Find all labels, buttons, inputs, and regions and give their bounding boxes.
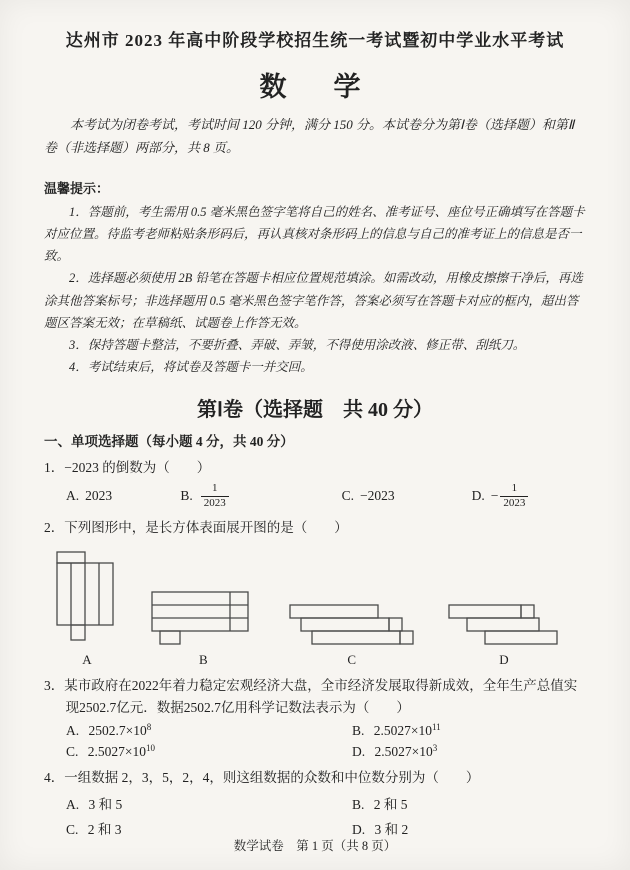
notice-item-2: 2．选择题必须使用 2B 铅笔在答题卡相应位置规范填涂。如需改动，用橡皮擦擦干净后，再选涂其他答案标号；非选择题用 0.5 毫米黑色签字笔作答，答案必须写在答题卡对应的框内，超出答题区答案无效；在草稿纸、试题卷上作答无效。 [44,271,583,330]
net-figure-d [448,604,560,668]
figure-label: D [499,651,509,667]
option-4a [66,793,352,813]
figure-label: B [198,651,208,667]
question-4-options [44,793,586,838]
option-value: 3 和 2 [374,822,409,838]
fraction [500,482,528,511]
option-value: 2 和 3 [87,822,122,838]
option-label: D. [352,822,366,838]
fraction-numerator: 1 [511,481,518,494]
option-1d [472,482,586,511]
option-label: A. [66,797,80,813]
question-2 [44,517,586,667]
notice-item-3: 3．保持答题卡整洁，不要折叠、弄破、弄皱，不得使用涂改液、修正带、刮纸刀。 [69,338,526,352]
notice-item-1: 1．答题前，考生需用 0.5 毫米黑色签字笔将自己的姓名、准考证号、座位号正确填写在答题卡对应位置。待监考老师粘贴条形码后，再认真核对条形码上的信息与自己的准考证上的信息是否一致。 [44,204,585,263]
question-2-stem: 2．下列图形中，是长方体表面展开图的是（ ） [44,520,348,536]
option-value: 2.5027×10 [374,744,433,760]
exam-title: 达州市 2023 年高中阶段学校招生统一考试暨初中学业水平考试 [65,31,565,50]
option-3a [66,723,352,739]
notice-section [44,178,586,379]
exponent: 3 [432,743,438,754]
minus-sign: − [490,488,499,504]
section-title: 第Ⅰ卷（选择题 共 40 分） [197,398,433,421]
fraction-denominator: 2023 [201,496,229,511]
cuboid-net-b-drawing [151,591,255,647]
option-1a [66,488,180,504]
question-1 [44,457,586,511]
option-1c [342,488,472,504]
option-value: 2502.7×10 [88,723,147,739]
subject-title: 数 学 [259,72,371,102]
figure-label: C [347,651,356,667]
notice-item-4: 4．考试结束后，将试卷及答题卡一并交回。 [69,360,313,375]
exam-intro: 本考试为闭卷考试，考试时间 120 分钟，满分 150 分。本试卷分为第Ⅰ卷（选择题）和第Ⅱ卷（非选择题）两部分，共 8 页。 [44,117,575,155]
question-3-options [44,723,586,760]
option-value: 2.5027×10 [87,744,147,760]
net-figure-c [289,604,415,668]
question-3 [44,675,586,761]
figure-label: A [82,651,92,667]
option-value: −2023 [359,488,395,504]
question-4-stem: 4．一组数据 2，3，5，2，4，则这组数据的众数和中位数分别为（ ） [44,770,480,786]
option-3b [352,723,586,739]
question-4 [44,767,586,838]
option-1b [180,482,341,511]
question-1-stem: 1．−2023 的倒数为（ ） [44,459,211,475]
fraction-denominator: 2023 [500,496,528,511]
question-2-figures [44,543,586,668]
option-label: B. [180,488,193,504]
question-3-stem: 3．某市政府在2022年着力稳定宏观经济大盘，全市经济发展取得新成效，全年生产总值实现2502.7亿元．数据2502.7亿用科学记数法表示为（ ） [44,677,578,715]
option-label: A. [66,488,80,504]
cuboid-net-d-drawing [448,604,560,647]
part-title: 一、单项选择题（每小题 4 分，共 40 分） [44,433,294,449]
option-value: 3 和 5 [88,797,123,813]
option-label: A. [66,723,80,739]
question-1-options [44,482,586,511]
exponent: 11 [432,722,441,733]
cuboid-net-a-drawing [56,551,118,647]
option-3d [352,744,586,760]
exponent: 8 [146,722,152,733]
option-value: 2.5027×10 [373,723,433,739]
option-3c [66,744,352,760]
option-label: C. [66,744,79,760]
net-figure-a [56,551,118,668]
page-footer: 数学试卷 第 1 页（共 8 页） [233,839,397,853]
option-label: B. [352,797,365,813]
option-label: D. [471,488,485,504]
option-label: C. [66,822,79,838]
net-figure-b [151,591,255,668]
option-label: D. [352,744,366,760]
option-label: C. [341,488,354,504]
option-value: 2023 [85,488,113,504]
option-4b [352,793,586,813]
option-label: B. [352,723,365,739]
fraction [201,482,229,511]
exponent: 10 [146,743,156,754]
cuboid-net-c-drawing [289,604,415,647]
notice-title: 温馨提示： [44,180,110,196]
fraction-numerator: 1 [212,481,218,494]
option-value: 2 和 5 [373,797,408,813]
